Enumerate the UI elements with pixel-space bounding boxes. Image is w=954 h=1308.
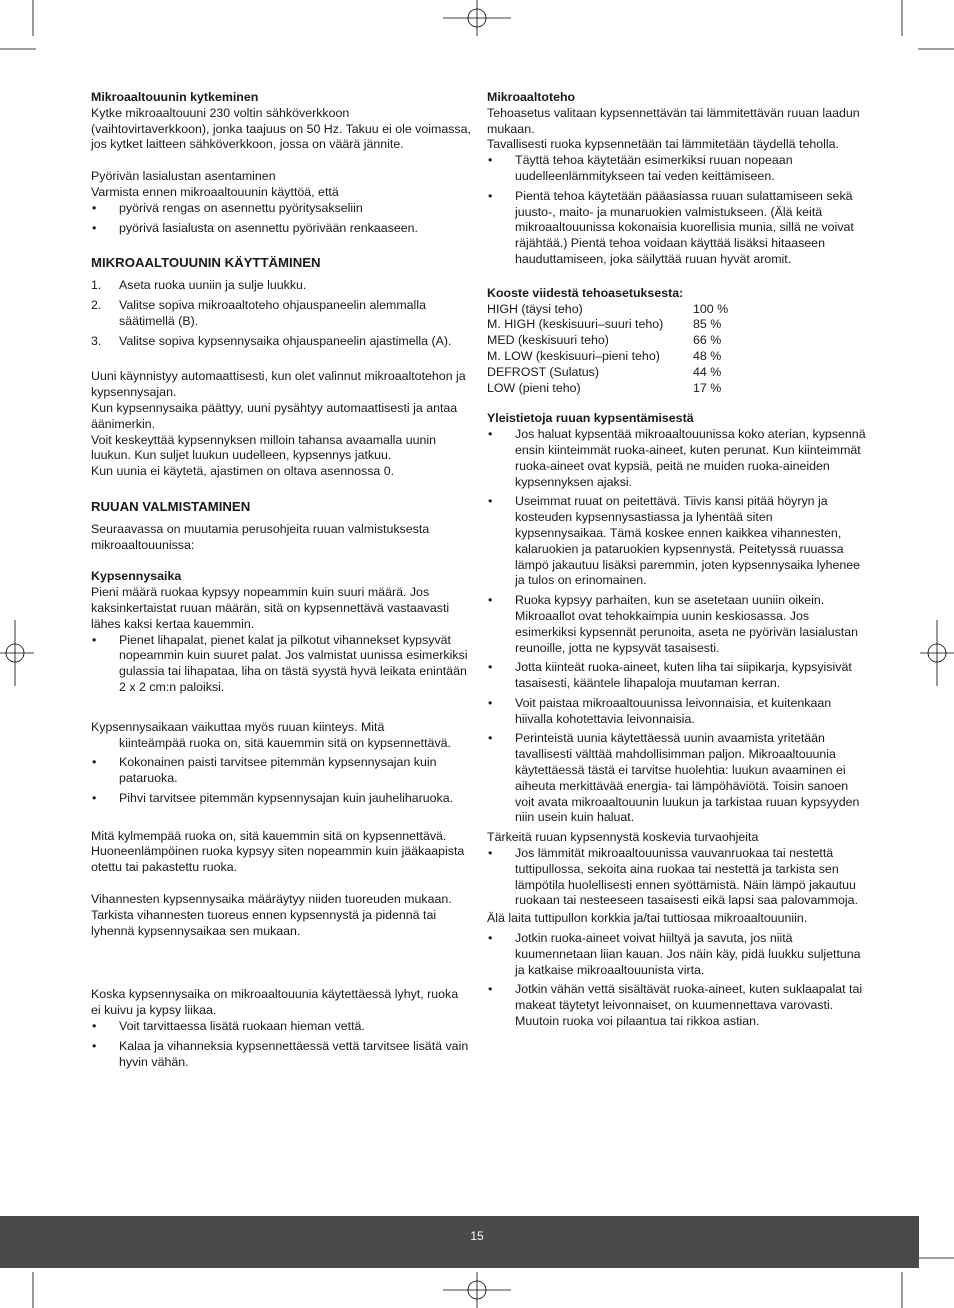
list-item: • Jos haluat kypsentää mikroaaltouunissa koko aterian, kypsennä ensin kiinteimmät ruoka-aineet, kuten perunat. Kun kiinteimmät ruoka-aineet ovat kypsiä, peitä ne muiden ruoka-aineiden kypsennyksen ajaksi. bbox=[487, 427, 867, 490]
list-item: • Täyttä tehoa käytetään esimerkiksi ruuan nopeaan uudelleenlämmitykseen tai veden keittämiseen. bbox=[487, 153, 867, 185]
turntable-intro: Varmista ennen mikroaaltouunin käyttöä, että bbox=[91, 184, 339, 199]
registration-mark-right bbox=[920, 620, 954, 686]
list-item: • Useimmat ruuat on peitettävä. Tiivis kansi pitää höyryn ja kosteuden kypsennysastiassa ja lyhentää siten kypsennysaikaa. Tämä koskee ennen kaikkea vihannesten, kalaruokien ja pataruokien kypsennystä. Peitetyssä ruuassa lämpö jakautuu lisäksi paremmin, joten kypsennysaika lyhenee ja tulos on erinomainen. bbox=[487, 494, 867, 589]
paragraph-interrupt: Voit keskeyttää kypsennyksen milloin tahansa avaamalla uunin luukun. Kun suljet luukun uudelleen, kypsennys jatkuu. bbox=[91, 432, 437, 463]
table-row: HIGH (täysi teho) 100 % bbox=[487, 301, 729, 316]
list-item: 1. Aseta ruoka uuniin ja sulje luukku. bbox=[91, 278, 307, 293]
list-item: • Jotta kiinteät ruoka-aineet, kuten liha tai siipikarja, kypsyisivät tasaisesti, kääntele lihapaloja muutaman kerran. bbox=[487, 660, 867, 692]
power-list bbox=[487, 153, 867, 268]
power-text-1: Tehoasetus valitaan kypsennettävän tai lämmitettävän ruuan laadun mukaan. bbox=[487, 105, 860, 136]
power-summary-heading: Kooste viidestä tehoasetuksesta: bbox=[487, 285, 684, 300]
list-item: • pyörivä lasialusta on asennettu pyörivään renkaaseen. bbox=[91, 221, 471, 237]
paragraph-start: Uuni käynnistyy automaattisesti, kun olet valinnut mikroaaltotehon ja kypsennysajan. bbox=[91, 369, 466, 400]
list-item: • Perinteistä uunia käytettäessä uunin avaamista yritetään tavallisesti välttää mahdollisimman paljon. Mikroaaltouunia käytettäessä tästä ei tarvitse huolehtia: luukun avaaminen ei aiheuta merkittävää energia- tai lämpöhäviötä. Toisin sanoen voit avata mikroaaltouunin luukun ja tarkistaa ruuan kypsyyden niin usein kuin haluat. bbox=[487, 731, 867, 826]
list-item: • Kalaa ja vihanneksia kypsennettäessä vettä tarvitsee lisätä vain hyvin vähän. bbox=[91, 1039, 471, 1071]
list-item: • Pienet lihapalat, pienet kalat ja pilkotut vihannekset kypsyvät nopeammin kuin suuret palat. Jos valmistat uunissa esimerkiksi gulassia tai lihapataa, liha on tästä syystä hyvä leikata enintään 2 x 2 cm:n paloiksi. bbox=[91, 633, 471, 696]
section-heading-usage: MIKROAALTOUUNIN KÄYTTÄMINEN bbox=[91, 255, 321, 271]
list-item: • Kokonainen paisti tarvitsee pitemmän kypsennysajan kuin pataruoka. bbox=[91, 755, 471, 787]
list-item: • Voit paistaa mikroaaltouunissa leivonnaisia, et kuitenkaan hiivalla kohotettavia leivonnaisia. bbox=[487, 696, 867, 728]
list-item: 3. Valitse sopiva kypsennysaika ohjauspaneelin ajastimella (A). bbox=[91, 333, 452, 348]
page-number: 15 bbox=[470, 1229, 484, 1243]
paragraph-timer: Kun uunia ei käytetä, ajastimen on oltava asennossa 0. bbox=[91, 464, 395, 479]
connecting-heading: Mikroaaltouunin kytkeminen bbox=[91, 90, 259, 104]
general-list bbox=[487, 427, 867, 826]
temperature-text: Mitä kylmempää ruoka on, sitä kauemmin sitä on kypsennettävä. Huoneenlämpöinen ruoka kypsyy siten nopeammin kuin jääkaapista otettu tai pakastettu ruoka. bbox=[91, 828, 465, 875]
firmness-text: Kypsennysaikaan vaikuttaa myös ruuan kiinteys. Mitä bbox=[91, 719, 385, 734]
turntable-heading: Pyörivän lasialustan asentaminen bbox=[91, 169, 276, 184]
safety-list bbox=[487, 846, 867, 909]
cooking-time-heading: Kypsennysaika bbox=[91, 569, 182, 584]
paragraph-end: Kun kypsennysaika päättyy, uuni pysähtyy automaattisesti ja antaa äänimerkin. bbox=[91, 400, 458, 431]
power-text-2: Tavallisesti ruoka kypsennetään tai lämmitetään täydellä teholla. bbox=[487, 137, 839, 152]
list-item: • pyörivä rengas on asennettu pyöritysakseliin bbox=[91, 201, 471, 217]
section-heading-preparation: RUUAN VALMISTAMINEN bbox=[91, 498, 251, 514]
registration-mark-bottom bbox=[443, 1272, 511, 1308]
short-time-text: Koska kypsennysaika on mikroaaltouunia käytettäessä lyhyt, ruoka ei kuivu ja kypsy liikaa. bbox=[91, 987, 459, 1018]
list-item: • Jos lämmität mikroaaltouunissa vauvanruokaa tai nestettä tuttipullossa, sekoita aina ruokaa tai nestettä ja tarkista sen lämpötila huolellisesti ennen syöttämistä. Näin lämpö jakautuu ruokaan tai nesteeseen tasaisesti eikä lapsi saa palovammoja. bbox=[487, 846, 867, 909]
left-column bbox=[91, 90, 471, 1070]
cooking-time-list bbox=[91, 633, 471, 696]
registration-mark-top bbox=[443, 0, 511, 36]
vegetables-text: Vihannesten kypsennysaika määräytyy niiden tuoreuden mukaan. Tarkista vihannesten tuoreus ennen kypsennystä ja pidennä tai lyhennä kypsennysaikaa sen mukaan. bbox=[91, 892, 452, 938]
table-row: MED (keskisuuri teho) 66 % bbox=[487, 333, 722, 348]
table-row: DEFROST (Sulatus) 44 % bbox=[487, 364, 722, 379]
power-table bbox=[487, 302, 728, 397]
list-item: • Pihvi tarvitsee pitemmän kypsennysajan kuin jauheliharuoka. bbox=[91, 791, 471, 807]
connecting-text: Kytke mikroaaltouuni 230 voltin sähköverkkoon (vaihtovirtaverkkoon), jonka taajuus on 50 Hz. Takuu ei ole voimassa, jos kytket laitteen sähköverkkoon, jossa on väärä jännite. bbox=[91, 105, 471, 152]
right-column bbox=[487, 90, 867, 1030]
cooking-time-text: Pieni määrä ruokaa kypsyy nopeammin kuin suuri määrä. Jos kaksinkertaistat ruuan määrän, sitä on kypsennettävä vastaavasti lähes kaksi kertaa kauemmin. bbox=[91, 585, 450, 631]
table-row: M. LOW (keskisuuri–pieni teho) 48 % bbox=[487, 348, 722, 363]
turntable-list bbox=[91, 201, 471, 237]
power-heading: Mikroaaltoteho bbox=[487, 90, 576, 104]
table-row: LOW (pieni teho) 17 % bbox=[487, 380, 722, 395]
firmness-list bbox=[91, 755, 471, 806]
list-item: • Jotkin vähän vettä sisältävät ruoka-aineet, kuten suklaapalat tai makeat täytetyt leivonnaiset, on kuumennettava varovasti. Muutoin ruoka voi pilaantua tai rikkoa astian. bbox=[487, 982, 867, 1029]
firmness-text-cont: kiinteämpää ruoka on, sitä kauemmin sitä on kypsennettävä. bbox=[119, 735, 451, 750]
safety-heading: Tärkeitä ruuan kypsennystä koskevia turvaohjeita bbox=[487, 830, 759, 845]
list-item: 2. Valitse sopiva mikroaaltoteho ohjauspaneelin alemmalla säätimellä (B). bbox=[91, 297, 426, 328]
list-item: • Jotkin ruoka-aineet voivat hiiltyä ja savuta, jos niitä kuumennetaan liian kauan. Jos näin käy, pidä luukku suljettuna ja katkaise mikroaaltouunista virta. bbox=[487, 931, 867, 978]
nipple-warning: Älä laita tuttipullon korkkia ja/tai tuttiosaa mikroaaltouuniin. bbox=[487, 911, 808, 926]
list-item: • Ruoka kypsyy parhaiten, kun se asetetaan uuniin oikein. Mikroaallot ovat tehokkaimpia uunin keskiosassa. Jos esimerkiksi kypsennät perunoita, aseta ne pyörivän lasialustan reunoille, jotta ne kypsyvät tasaisesti. bbox=[487, 593, 867, 656]
registration-mark-left bbox=[0, 620, 34, 686]
list-item: • Pientä tehoa käytetään pääasiassa ruuan sulattamiseen sekä juusto-, maito- ja munaruokien valmistukseen. (Älä keitä mikroaaltouunissa kokonaisia kuorellisia munia, sillä ne voivat räjähtää.) Pientä tehoa voidaan käyttää lisäksi hitaaseen hauduttamiseen, joka säilyttää ruuan hyvät aromit. bbox=[487, 189, 867, 268]
preparation-intro: Seuraavassa on muutamia perusohjeita ruuan valmistuksesta mikroaaltouunissa: bbox=[91, 521, 430, 552]
short-time-list bbox=[91, 1019, 471, 1070]
usage-steps bbox=[91, 278, 471, 349]
list-item: • Voit tarvittaessa lisätä ruokaan hieman vettä. bbox=[91, 1019, 471, 1035]
table-row: M. HIGH (keskisuuri–suuri teho) 85 % bbox=[487, 317, 722, 332]
general-heading: Yleistietoja ruuan kypsentämisestä bbox=[487, 411, 694, 426]
final-list bbox=[487, 931, 867, 1030]
